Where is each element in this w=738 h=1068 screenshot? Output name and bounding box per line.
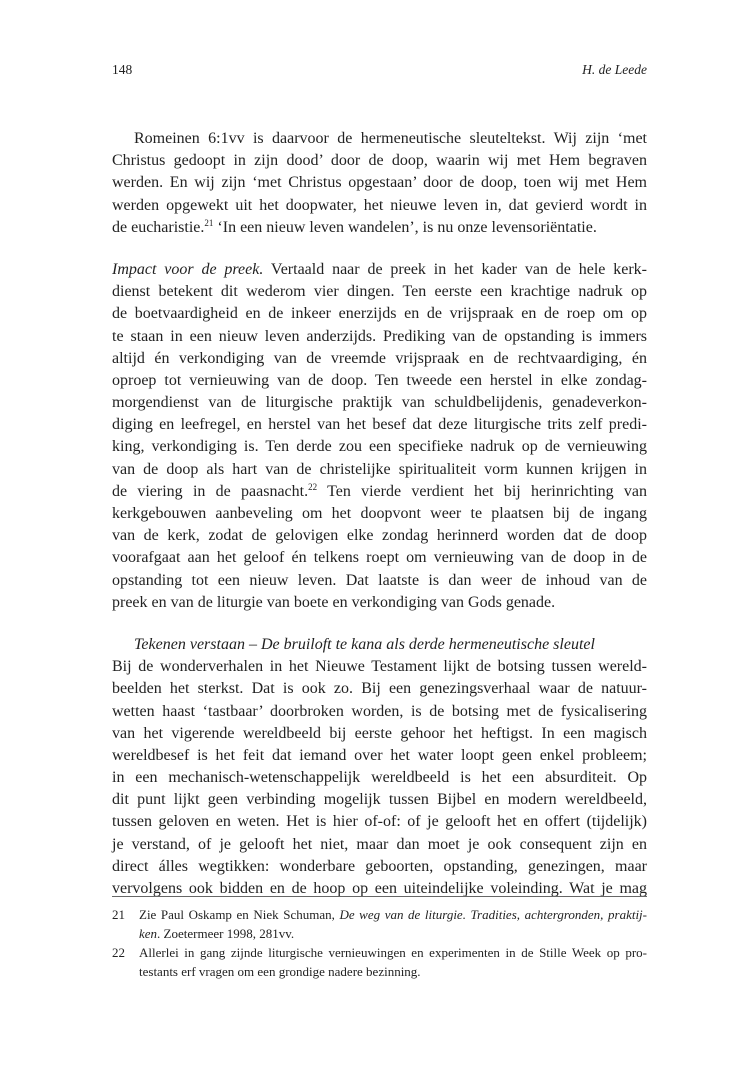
body-text [112,128,647,900]
footnotes [112,905,647,981]
text-line: Romeinen 6:1vv is daarvoor de hermeneutische sleuteltekst. Wij zijn ‘met [134,130,647,147]
text-line: van het vigerende wereldbeeld bij eerste gehoor het heftigst. In een magisch [112,724,647,742]
footnote-22 [112,943,647,981]
text-line [112,217,647,239]
section-tekenen [112,634,647,900]
text-segment: Ten vierde verdient het bij herinrichting van [317,482,648,500]
book-title: ken [139,926,158,941]
text-line: king, verkondiging is. Ten derde zou een specifieke nadruk op de vernieuwing [112,438,647,456]
text-line: tussen geloven en weten. Het is hier of-of: of je gelooft het en offert (tijdelijk) [112,813,647,831]
paragraph-impact [112,259,647,614]
footnote-ref-22[interactable]: 22 [308,481,318,492]
text-line: wereldbesef is het feit dat iemand over het water loopt geen enkel probleem; [112,746,647,764]
text-line: opstanding tot een nieuw leven. Dat laatste is dan weer de inhoud van de [112,571,647,589]
footnote-line [139,905,647,924]
footnote-divider [112,896,647,897]
text-line: preek en van de liturgie van boete en verkondiging van Gods genade. [112,593,556,611]
text-line: dit punt lijkt geen verbinding mogelijk tussen Bijbel en modern wereldbeeld, [112,791,647,809]
text-line [112,481,647,503]
page-number: 148 [112,62,133,77]
footnote-number: 22 [112,945,125,960]
text-segment: de viering in de paasnacht. [112,482,309,500]
text-line: te staan in een nieuw leven anderzijds. Prediking van de opstanding is immers [112,327,647,345]
footnote-ref-21[interactable]: 21 [204,217,214,228]
text-line: je verstand, of je gelooft het niet, maar dan moet je ook consequent zijn en [112,835,647,853]
text-line: diging en leefregel, en herstel van het besef dat deze liturgische trits zelf predi- [112,416,647,434]
paragraph-heading: Impact voor de preek. [112,260,264,278]
paragraph-romeinen [112,128,647,239]
text-line: de boetvaardigheid en de inkeer enerzijds en de vrijspraak en de roep om op [112,305,647,323]
text-line: oproep tot vernieuwing van de doop. Ten tweede een herstel in elke zondag- [112,371,647,389]
text-line: morgendienst van de liturgische praktijk van schuldbelijdenis, genadeverkon- [112,394,647,412]
text-line: werden opgewekt uit het doopwater, het nieuwe leven in, dat gevierd wordt in [112,196,647,214]
text-line: in een mechanisch-wetenschappelijk wereldbeeld is het een absurditeit. Op [112,769,647,787]
text-segment: de eucharistie. [112,218,205,236]
text-line: kerkgebouwen aanbeveling om het doopvont weer te plaatsen bij de ingang [112,505,647,522]
footnote-line [139,924,647,943]
section-heading-text: Tekenen verstaan – De bruiloft te kana als derde hermeneutische sleutel [134,635,595,653]
text-line: Christus gedoopt in zijn dood’ door de doop, waarin wij met Hem begraven [112,152,647,170]
footnote-line: testants erf vragen om een grondige nadere bezinning. [139,964,421,979]
footnote-21 [112,905,647,943]
page-header [112,62,647,84]
text-line: Bij de wonderverhalen in het Nieuwe Testament lijkt de botsing tussen wereld- [112,658,647,676]
footnote-line: Allerlei in gang zijnde liturgische vernieuwingen en experimenten in de Stille Week op pro- [139,945,647,960]
text-line: direct álles wegtikken: wonderbare geboorten, opstanding, genezingen, maar [112,857,647,875]
text-segment: Zie Paul Oskamp en Niek Schuman, [139,907,340,922]
text-line: altijd én verkondiging van de vreemde vrijspraak en de rechtvaardiging, én [112,349,647,367]
text-segment: Vertaald naar de preek in het kader van de hele kerk- [263,260,648,278]
running-head: H. de Leede [582,62,647,77]
text-line: voorafgaat aan het geloof én telkens roept om vernieuwing van de doop in de [112,549,647,567]
text-line: dienst betekent dit wederom vier dingen. Ten eerste een krachtige nadruk op [112,283,647,301]
text-line: van de kerk, zodat de gelovigen elke zondag herinnerd worden dat de doop [112,527,647,545]
text-segment: . Zoetermeer 1998, 281vv. [157,926,295,941]
text-segment: ‘In een nieuw leven wandelen’, is nu onze levensoriëntatie. [213,218,597,236]
text-line [112,259,647,281]
text-line: werden. En wij zijn ‘met Christus opgestaan’ door de doop, toen wij met Hem [112,174,647,192]
footnote-number: 21 [112,907,125,922]
text-line: beelden het sterkst. Dat is ook zo. Bij een genezingsverhaal waar de natuur- [112,680,647,698]
book-title: De weg van de liturgie. Tradities, achtergronden, praktij- [339,907,647,922]
text-line: vervolgens ook bidden en de hoop op een uiteindelijke voleinding. Wat je mag [112,880,647,897]
text-line: wetten haast ‘tastbaar’ doorbroken worden, is de botsing met de fysicalisering [112,702,647,720]
text-line: van de doop als hart van de christelijke spiritualiteit vorm kunnen krijgen in [112,460,647,478]
section-heading [112,634,647,656]
